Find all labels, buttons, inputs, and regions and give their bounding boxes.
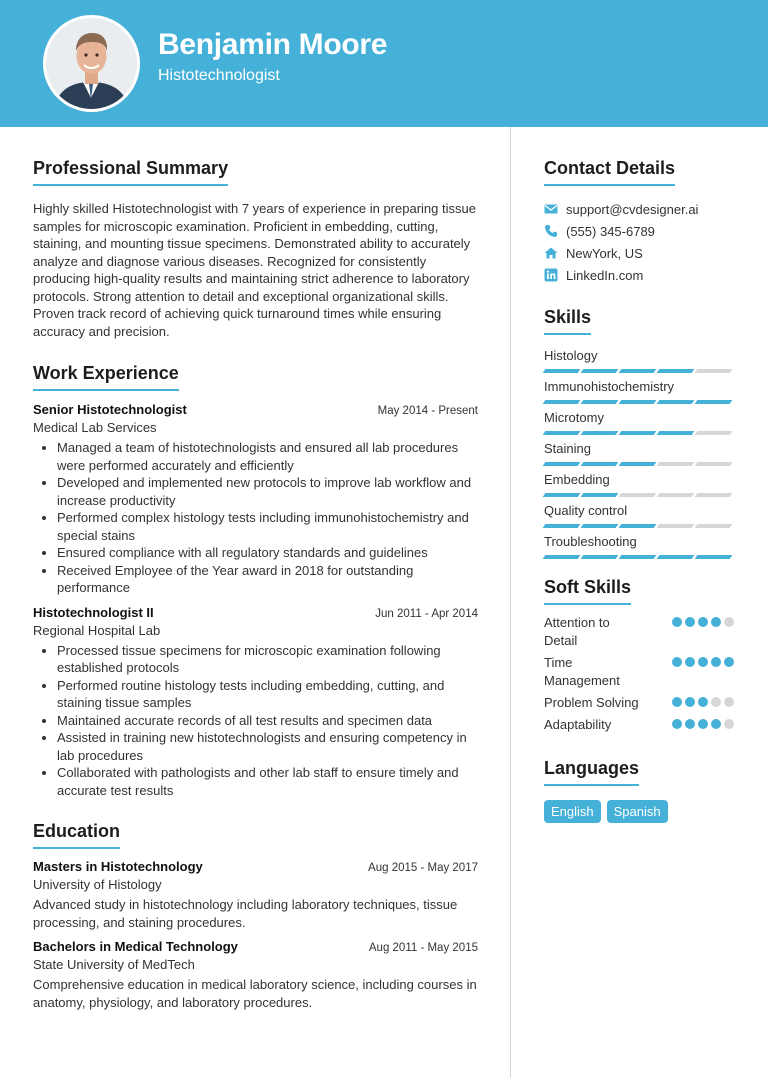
soft-skill-label-line: Management	[544, 673, 620, 688]
job-entry	[33, 402, 478, 597]
skill-level-segment	[581, 369, 619, 373]
education-desc: Comprehensive education in medical laboratory science, including courses in anatomy, physiology, and laboratory procedures.	[33, 977, 477, 1010]
home-icon	[544, 246, 558, 260]
education-dates: Aug 2015 - May 2017	[368, 862, 478, 874]
skill-level-segment	[581, 400, 619, 404]
rating-dot	[672, 657, 682, 667]
soft-skill-label-line: Adaptability	[544, 717, 612, 732]
skill-level-segment	[581, 493, 619, 497]
soft-skill-label	[544, 614, 610, 650]
soft-skill-label-line: Problem Solving	[544, 695, 639, 710]
rating-dot	[711, 719, 721, 729]
list-item: • Performed routine histology tests including embedding, cutting, and staining tissue samples	[57, 677, 478, 712]
contact-email[interactable]	[544, 198, 734, 220]
phone-icon	[544, 224, 558, 238]
skill-level-segment	[619, 369, 657, 373]
skill-level-segment	[657, 555, 695, 559]
skill-level-segment	[619, 493, 657, 497]
contact-phone-text: (555) 345-6789	[566, 223, 655, 239]
skill-level-segment	[657, 431, 695, 435]
contact-list	[544, 198, 734, 286]
skill-level-bar	[544, 400, 734, 404]
skill-level-segment	[543, 369, 581, 373]
skill-level-segment	[581, 524, 619, 528]
skill-level-segment	[695, 555, 733, 559]
skill-level-segment	[695, 462, 733, 466]
skill-level-bar	[544, 524, 734, 528]
soft-skill-rating	[672, 697, 734, 707]
candidate-role: Histotechnologist	[158, 67, 280, 84]
skill-label: Embedding	[544, 472, 610, 487]
rating-dot	[724, 657, 734, 667]
resume-header	[0, 0, 768, 127]
job-title: Senior Histotechnologist	[33, 402, 187, 417]
skills-list	[544, 348, 734, 559]
skill-level-segment	[695, 400, 733, 404]
soft-skill-label	[544, 716, 611, 734]
rating-dot	[685, 617, 695, 627]
section-title-contact: Contact Details	[544, 158, 675, 186]
contact-location-text: NewYork, US	[566, 245, 643, 261]
soft-skill-label-line: Detail	[544, 633, 578, 648]
skill-level-segment	[657, 493, 695, 497]
rating-dot	[724, 719, 734, 729]
soft-skill-row	[544, 654, 734, 690]
soft-skill-rating	[672, 657, 734, 667]
skill-level-segment	[619, 431, 657, 435]
contact-email-text: support@cvdesigner.ai	[566, 201, 699, 217]
degree-title: Masters in Histotechnology	[33, 859, 203, 874]
candidate-name: Benjamin Moore	[158, 28, 388, 61]
section-title-education: Education	[33, 821, 120, 849]
rating-dot	[711, 697, 721, 707]
rating-dot	[672, 617, 682, 627]
right-column	[544, 158, 734, 823]
section-title-skills: Skills	[544, 307, 591, 335]
skill-level-segment	[543, 400, 581, 404]
soft-skill-row	[544, 716, 734, 734]
list-item: • Maintained accurate records of all test results and specimen data	[57, 712, 478, 730]
education-dates: Aug 2011 - May 2015	[368, 942, 478, 954]
skill-level-segment	[619, 555, 657, 559]
rating-dot	[685, 719, 695, 729]
skill-level-segment	[581, 431, 619, 435]
list-item: • Managed a team of histotechnologists and ensured all lab procedures were performed accurately and efficiently	[57, 439, 478, 474]
rating-dot	[685, 657, 695, 667]
soft-skill-row	[544, 694, 734, 712]
rating-dot	[685, 697, 695, 707]
rating-dot	[698, 697, 708, 707]
soft-skill-label	[544, 694, 639, 712]
skill-level-segment	[657, 369, 695, 373]
skill-label: Troubleshooting	[544, 534, 637, 549]
skill-level-segment	[543, 524, 581, 528]
soft-skill-label-line: Attention to	[544, 615, 610, 630]
list-item: • Collaborated with pathologists and other lab staff to ensure timely and accurate test results	[57, 764, 478, 799]
list-item: • Ensured compliance with all regulatory standards and guidelines	[57, 544, 478, 562]
contact-location	[544, 242, 734, 264]
skill-label: Histology	[544, 348, 598, 363]
skill-level-segment	[543, 493, 581, 497]
job-org: Medical Lab Services	[33, 420, 157, 435]
envelope-icon	[544, 202, 558, 216]
skill-level-bar	[544, 555, 734, 559]
language-badge: English	[544, 800, 601, 823]
rating-dot	[672, 697, 682, 707]
skill-label: Microtomy	[544, 410, 604, 425]
section-title-summary: Professional Summary	[33, 158, 228, 186]
languages-list	[544, 800, 734, 823]
rating-dot	[724, 697, 734, 707]
skill-level-bar	[544, 493, 734, 497]
list-item: • Performed complex histology tests including immunohistochemistry and special stains	[57, 509, 478, 544]
skill-level-bar	[544, 369, 734, 373]
person-photo-icon	[46, 18, 137, 109]
column-divider	[510, 127, 511, 1078]
job-title: Histotechnologist II	[33, 604, 154, 620]
rating-dot	[711, 657, 721, 667]
soft-skills-list	[544, 614, 734, 734]
avatar	[43, 15, 140, 112]
skill-level-segment	[695, 493, 733, 497]
rating-dot	[711, 617, 721, 627]
rating-dot	[698, 719, 708, 729]
job-entry	[33, 605, 478, 800]
skill-level-segment	[581, 555, 619, 559]
skill-level-segment	[695, 524, 733, 528]
contact-linkedin-text: LinkedIn.com	[566, 267, 644, 283]
soft-skill-rating	[672, 617, 734, 627]
list-item: • Developed and implemented new protocols to improve lab workflow and increase productivity	[57, 474, 478, 509]
skill-level-segment	[619, 462, 657, 466]
skill-level-segment	[543, 555, 581, 559]
summary-text: Highly skilled Histotechnologist with 7 years of experience in preparing tissue samples for microscopic examination. Proficient in embedding, cutting, staining, and mounting tissue specimens. Demonstrated ability to accurately analyze and diagnose various diseases. Recognized for consistently producing high-quality results and maintaining strict adherence to laboratory protocols. Strong attention to detail and exceptional organizational skills. Proven track record of achieving quick turnaround times while ensuring accuracy and precision.	[33, 201, 476, 339]
section-title-soft-skills: Soft Skills	[544, 577, 631, 605]
school-name: State University of MedTech	[33, 957, 195, 972]
skill-label: Immunohistochemistry	[544, 379, 675, 394]
skill-level-segment	[657, 524, 695, 528]
education-entry	[33, 939, 478, 1012]
school-name: University of Histology	[33, 877, 162, 892]
skill-level-segment	[543, 431, 581, 435]
soft-skill-rating	[672, 719, 734, 729]
language-badge: Spanish	[607, 800, 668, 823]
skill-level-segment	[695, 369, 733, 373]
skill-level-segment	[657, 462, 695, 466]
contact-phone[interactable]	[544, 220, 734, 242]
skill-level-segment	[619, 400, 657, 404]
skill-level-segment	[657, 400, 695, 404]
skill-label: Quality control	[544, 503, 628, 518]
soft-skill-label-line: Time	[544, 655, 573, 670]
list-item: • Assisted in training new histotechnologists and ensuring competency in lab procedures	[57, 729, 478, 764]
education-entry	[33, 859, 478, 932]
job-org: Regional Hospital Lab	[33, 622, 161, 638]
skill-level-segment	[543, 462, 581, 466]
rating-dot	[724, 617, 734, 627]
left-column	[33, 158, 478, 1012]
soft-skill-label	[544, 654, 620, 690]
skill-label: Staining	[544, 441, 591, 456]
rating-dot	[698, 657, 708, 667]
job-dates: Jun 2011 - Apr 2014	[375, 607, 478, 620]
skill-level-bar	[544, 431, 734, 435]
rating-dot	[698, 617, 708, 627]
list-item: • Processed tissue specimens for microscopic examination following established protocols	[57, 642, 478, 677]
contact-linkedin[interactable]	[544, 264, 734, 286]
job-bullets	[33, 642, 478, 800]
job-bullets	[33, 439, 478, 597]
job-dates: May 2014 - Present	[377, 405, 478, 417]
section-title-languages: Languages	[544, 758, 639, 786]
soft-skill-row	[544, 614, 734, 650]
skill-level-bar	[544, 462, 734, 466]
skill-level-segment	[619, 524, 657, 528]
list-item: • Received Employee of the Year award in 2018 for outstanding performance	[57, 562, 478, 597]
skill-level-segment	[695, 431, 733, 435]
degree-title: Bachelors in Medical Technology	[33, 939, 238, 954]
rating-dot	[672, 719, 682, 729]
section-title-experience: Work Experience	[33, 363, 179, 391]
linkedin-icon	[544, 268, 558, 282]
skill-level-segment	[581, 462, 619, 466]
education-desc: Advanced study in histotechnology including laboratory techniques, tissue processing, and staining procedures.	[33, 897, 458, 930]
